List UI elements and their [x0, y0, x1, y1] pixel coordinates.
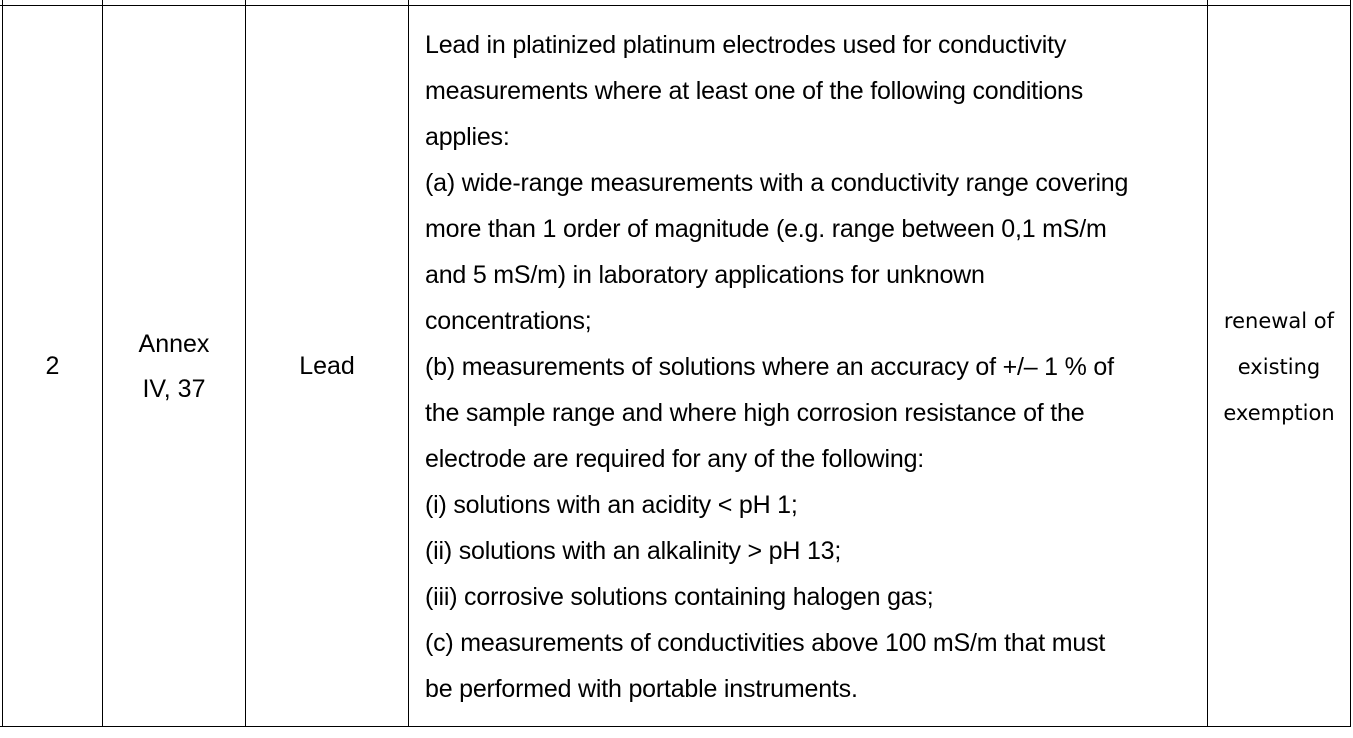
- status-line3: exemption: [1223, 400, 1335, 425]
- exemption-status: [1223, 298, 1334, 436]
- exemption-description: [425, 22, 1128, 712]
- substance: Lead: [299, 352, 355, 380]
- description-line: the sample range and where high corrosion resistance of the: [425, 398, 1085, 427]
- description-cell: [409, 7, 1207, 726]
- description-line: more than 1 order of magnitude (e.g. range between 0,1 mS/m: [425, 214, 1107, 243]
- status-line1: renewal of: [1223, 308, 1335, 333]
- description-line: (c) measurements of conductivities above 100 mS/m that must: [425, 628, 1106, 657]
- description-line: (ii) solutions with an alkalinity > pH 13;: [425, 536, 842, 565]
- column-divider: [1350, 0, 1351, 727]
- row-number: 2: [45, 352, 60, 380]
- description-line: (i) solutions with an acidity < pH 1;: [425, 490, 798, 519]
- status-line2: existing: [1237, 354, 1321, 379]
- annex-reference-line1: Annex: [138, 329, 210, 358]
- table-bottom-border: [0, 726, 1351, 727]
- substance-cell: [246, 7, 408, 726]
- table-top-border: [0, 5, 1351, 6]
- status-cell: [1208, 7, 1350, 726]
- annex-reference: [139, 322, 210, 412]
- annex-reference-line2: IV, 37: [142, 374, 206, 403]
- description-line: electrode are required for any of the following:: [425, 444, 925, 473]
- annex-reference-cell: [103, 7, 245, 726]
- description-line: (a) wide-range measurements with a conductivity range covering: [425, 168, 1129, 197]
- description-line: concentrations;: [425, 306, 592, 335]
- description-line: (iii) corrosive solutions containing halogen gas;: [425, 582, 934, 611]
- description-line: measurements where at least one of the following conditions: [425, 76, 1084, 105]
- description-line: applies:: [425, 122, 510, 151]
- description-line: Lead in platinized platinum electrodes used for conductivity: [425, 30, 1067, 59]
- description-line: (b) measurements of solutions where an accuracy of +/– 1 % of: [425, 352, 1114, 381]
- description-line: and 5 mS/m) in laboratory applications for unknown: [425, 260, 985, 289]
- row-number-cell: [3, 7, 102, 726]
- description-line: be performed with portable instruments.: [425, 674, 858, 703]
